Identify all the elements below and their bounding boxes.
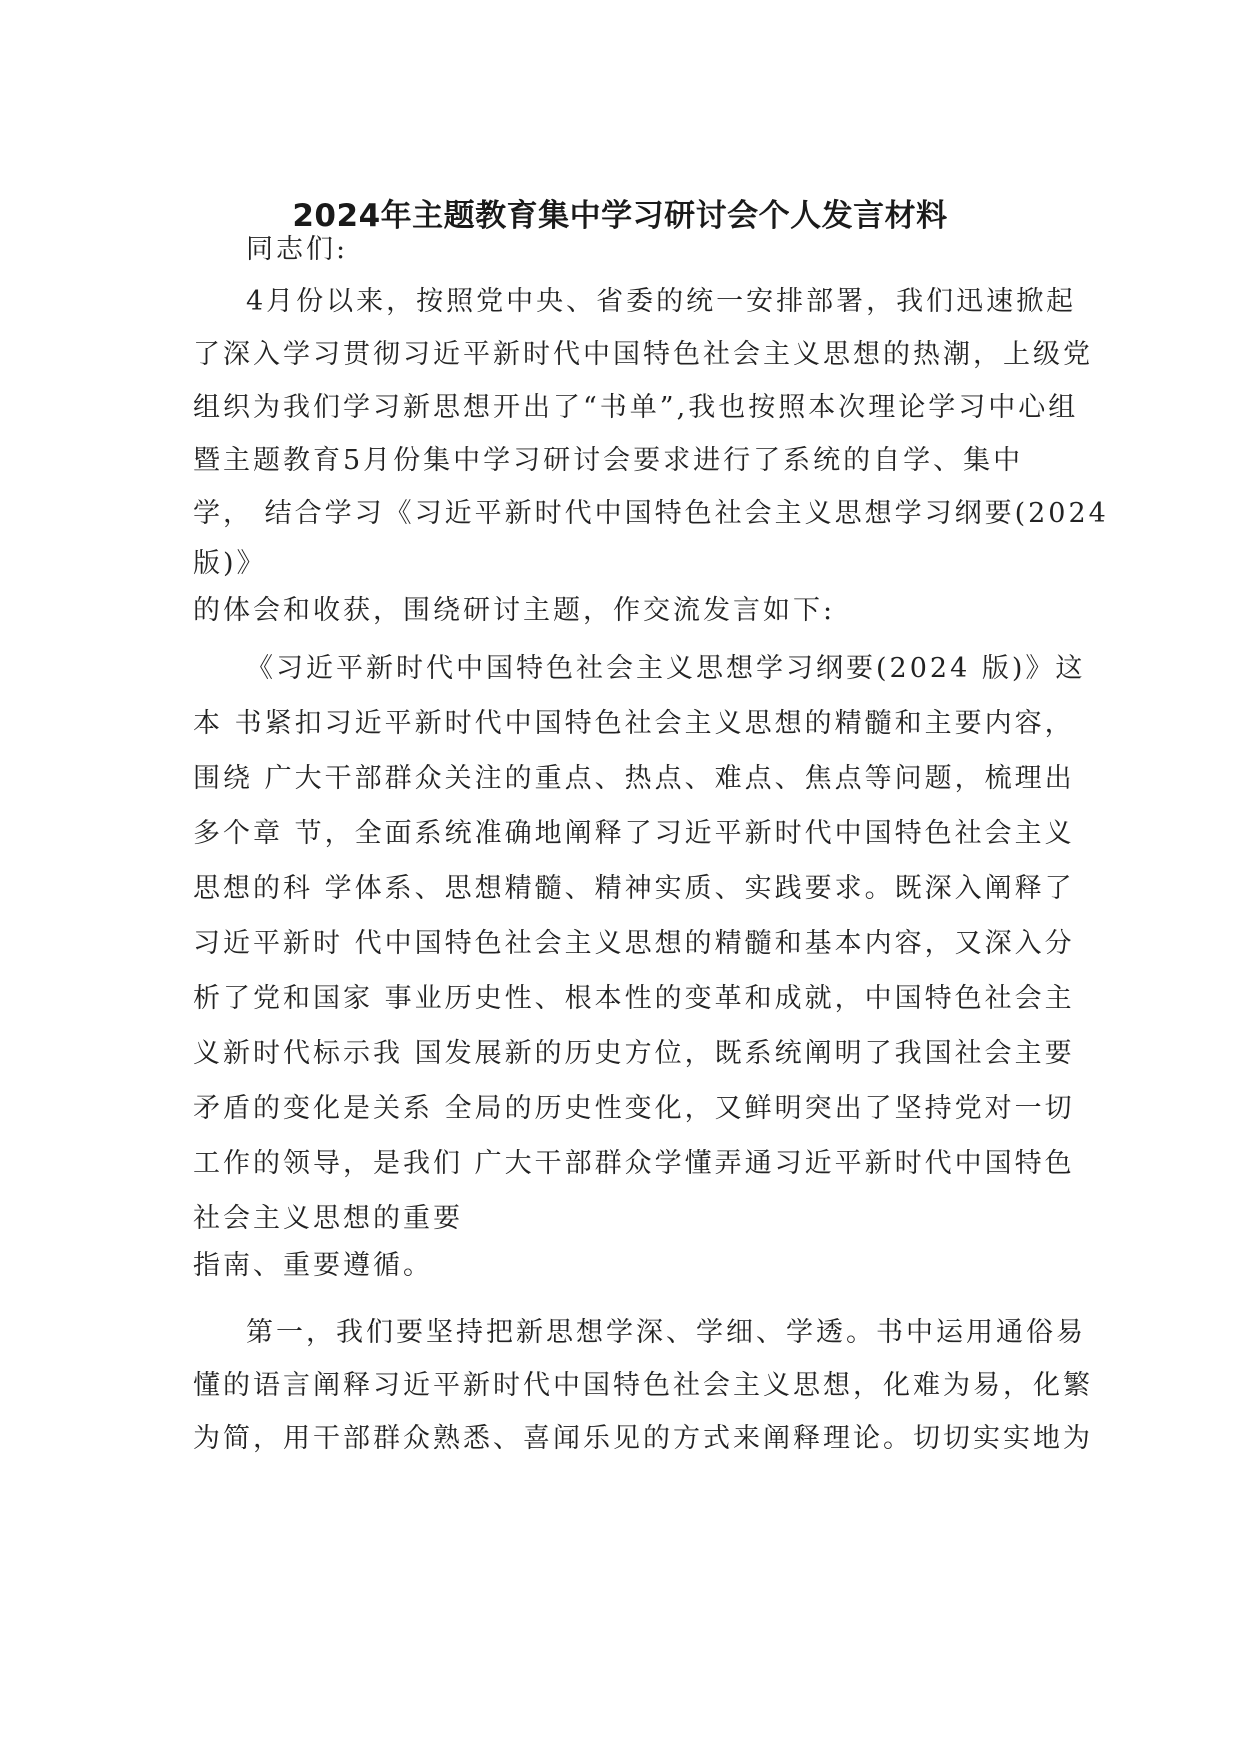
paragraph-line: 《习近平新时代中国特色社会主义思想学习纲要(2024 版)》这 xyxy=(246,653,1086,684)
paragraph-line: 学， 结合学习《习近平新时代中国特色社会主义思想学习纲要(2024 xyxy=(193,498,1109,529)
paragraph-line: 4月份以来，按照党中央、省委的统一安排部署，我们迅速掀起 xyxy=(246,286,1077,317)
document-title: 2024年主题教育集中学习研讨会个人发言材料 xyxy=(292,198,948,234)
paragraph-line: 指南、重要遵循。 xyxy=(193,1250,433,1281)
paragraph-line: 版)》 xyxy=(193,548,267,579)
paragraph-line: 本 书紧扣习近平新时代中国特色社会主义思想的精髓和主要内容， xyxy=(193,708,1075,739)
paragraph-line: 了深入学习贯彻习近平新时代中国特色社会主义思想的热潮，上级党 xyxy=(193,339,1093,370)
paragraph-line: 组织为我们学习新思想开出了“书单”,我也按照本次理论学习中心组 xyxy=(193,392,1079,423)
paragraph-line: 第一，我们要坚持把新思想学深、学细、学透。书中运用通俗易 xyxy=(246,1317,1086,1348)
paragraph-line: 矛盾的变化是关系 全局的历史性变化，又鲜明突出了坚持党对一切 xyxy=(193,1093,1075,1124)
paragraph-line: 析了党和国家 事业历史性、根本性的变革和成就，中国特色社会主 xyxy=(193,983,1075,1014)
paragraph-line: 为简，用干部群众熟悉、喜闻乐见的方式来阐释理论。切切实实地为 xyxy=(193,1423,1093,1454)
paragraph-line: 工作的领导，是我们 广大干部群众学懂弄通习近平新时代中国特色 xyxy=(193,1148,1075,1179)
paragraph-line: 习近平新时 代中国特色社会主义思想的精髓和基本内容，又深入分 xyxy=(193,928,1075,959)
paragraph-line: 义新时代标示我 国发展新的历史方位，既系统阐明了我国社会主要 xyxy=(193,1038,1075,1069)
paragraph-line: 的体会和收获，围绕研讨主题，作交流发言如下: xyxy=(193,595,836,626)
salutation: 同志们: xyxy=(246,234,349,265)
paragraph-line: 社会主义思想的重要 xyxy=(193,1203,463,1234)
paragraph-line: 思想的科 学体系、思想精髓、精神实质、实践要求。既深入阐释了 xyxy=(193,873,1075,904)
paragraph-line: 多个章 节，全面系统准确地阐释了习近平新时代中国特色社会主义 xyxy=(193,818,1075,849)
paragraph-line: 围绕 广大干部群众关注的重点、热点、难点、焦点等问题，梳理出 xyxy=(193,763,1075,794)
paragraph-line: 暨主题教育5月份集中学习研讨会要求进行了系统的自学、集中 xyxy=(193,445,1024,476)
paragraph-line: 懂的语言阐释习近平新时代中国特色社会主义思想，化难为易，化繁 xyxy=(193,1370,1093,1401)
